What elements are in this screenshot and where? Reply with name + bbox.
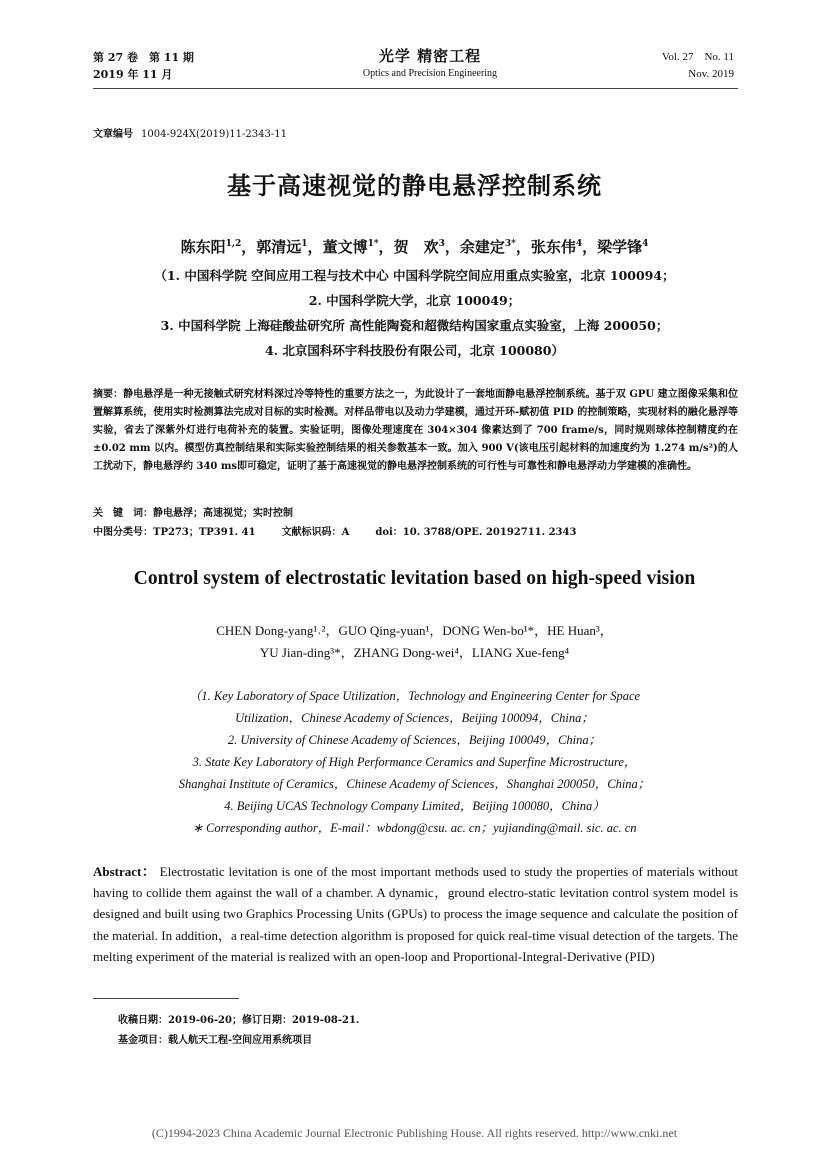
header-volume-en-block	[662, 49, 734, 83]
article-number-value: 1004-924X(2019)11-2343-11	[141, 129, 287, 140]
footnote-funding-label: 基金项目：	[118, 1035, 168, 1046]
copyright-notice: (C)1994-2023 China Academic Journal Electronic Publishing House. All rights reserved. http://www.cnki.net	[151, 1126, 678, 1140]
author-cn-name: 董文博	[322, 238, 368, 256]
abstract-cn-label: 摘要：	[93, 389, 124, 400]
header-volume-issue-en: Vol. 27 No. 11	[661, 51, 734, 63]
footnote-received	[118, 1011, 359, 1026]
affiliation-en-4: 4. Beijing UCAS Technology Company Limited，Beijing 100080，China）	[224, 799, 605, 813]
abstract-en-text: Electrostatic levitation is one of the most important methods used to study the properties of materials without having to collide them against the wall of a chamber. A dynamic，ground electro-static levitation control system model is designed and built using two Graphics Processing Units (GPUs) to process the image sequence and calculate the position of the material. In addition，a real-time detection algorithm is proposed for quick real-time visual detection of the targets. The melting experiment of the material is realized with an open-loop and Proportional-Integral-Derivative (PID)	[93, 864, 738, 964]
affiliation-cn-4: 4. 北京国科环宇科技股份有限公司，北京 100080）	[265, 343, 564, 358]
authors-cn	[0, 236, 829, 257]
authors-en-line-1: CHEN Dong-yang¹˒²，GUO Qing-yuan¹，DONG Wen-bo¹*，HE Huan³，	[216, 623, 613, 638]
journal-name-block	[300, 45, 560, 79]
footnote-funding-text: 载人航天工程-空间应用系统项目	[168, 1035, 313, 1046]
doc-code-label: 文献标识码：	[281, 527, 342, 538]
author-cn-separator: ，	[515, 238, 531, 256]
keywords-cn	[93, 505, 738, 523]
header-date-en: Nov. 2019	[688, 68, 734, 80]
author-cn-separator: ，	[444, 238, 460, 256]
affiliation-cn-3: 3. 中国科学院 上海硅酸盐研究所 高性能陶瓷和超微结构国家重点实验室，上海 200050；	[160, 318, 669, 333]
affiliation-en-2: 2. University of Chinese Academy of Sciences，Beijing 100049，China；	[227, 733, 602, 747]
affiliation-en-3-cont: Shanghai Institute of Ceramics，Chinese Academy of Sciences，Shanghai 200050，China；	[178, 777, 651, 791]
article-number-label: 文章编号	[93, 129, 133, 140]
author-cn-separator: ，	[307, 238, 323, 256]
doi-value[interactable]: 10. 3788/OPE. 20192711. 2343	[402, 527, 577, 538]
authors-en-line-2: YU Jian-ding³*，ZHANG Dong-wei⁴，LIANG Xue-feng⁴	[259, 645, 570, 660]
doc-code-value: A	[341, 527, 350, 538]
author-cn-name: 贺 欢	[393, 238, 439, 256]
title-cn: 基于高速视觉的静电悬浮控制系统	[227, 171, 602, 200]
author-cn-name: 郭清远	[256, 238, 302, 256]
author-cn-name: 张东伟	[530, 238, 576, 256]
classification-line	[93, 524, 738, 542]
clc-label: 中图分类号：	[93, 527, 153, 538]
clc-value: TP273；TP391. 41	[153, 527, 256, 538]
title-en: Control system of electrostatic levitation based on high-speed vision	[133, 568, 696, 589]
author-cn-affiliation-mark: 1,2	[225, 239, 242, 249]
affiliation-cn-1: （1. 中国科学院 空间应用工程与技术中心 中国科学院空间应用重点实验室，北京 100094；	[154, 268, 675, 283]
author-cn-name: 梁学锋	[597, 238, 643, 256]
affiliation-en-1-cont: Utilization，Chinese Academy of Sciences，Beijing 100094，China；	[235, 711, 594, 725]
footnote-funding	[118, 1031, 312, 1046]
affiliation-en-3: 3. State Key Laboratory of High Performance Ceramics and Superfine Microstructure，	[192, 755, 637, 769]
author-cn-name: 余建定	[459, 238, 505, 256]
header-volume-block	[93, 49, 194, 83]
journal-name-en: Optics and Precision Engineering	[362, 68, 498, 79]
author-cn-separator: ，	[582, 238, 598, 256]
author-cn-affiliation-mark: 4	[575, 239, 583, 249]
author-cn-affiliation-mark: 4	[642, 239, 649, 249]
author-cn-name: 陈东阳	[180, 238, 226, 256]
abstract-cn-text: 静电悬浮是一种无接触式研究材料深过冷等特性的重要方法之一，为此设计了一套地面静电悬浮控制系统。基于双 GPU 建立图像采集和位置解算系统，使用实时检测算法完成对目标的实时检测。对样品带电以及动力学建模，通过开环-赋初值 PID 的控制策略，实现材料的融化悬浮等实验，省去了深紫外灯进行电荷补充的装置。实验证明，图像处理速度在 304×304 像素达到了 700 frame/s，同时规则球体控制精度约在±0.02 mm 以内。模型仿真控制结果和实际实验控制结果的相关参数基本一致。加入 900 V(该电压引起材料的加速度约为 1.274 m/s²)的人工扰动下，静电悬浮约 340 ms即可稳定，证明了基于高速视觉的静电悬浮控制系统的可行性与可靠性和静电悬浮动力学建模的准确性。	[93, 389, 739, 472]
doi-label: doi：	[375, 527, 403, 538]
footnote-received-text: 2019-06-20；修订日期：2019-08-21.	[168, 1015, 360, 1026]
author-cn-affiliation-mark: 1*	[367, 239, 379, 249]
header-date-cn: 2019 年 11 月	[93, 68, 173, 81]
header-volume-issue-cn: 第 27 卷 第 11 期	[93, 51, 194, 64]
article-number	[93, 125, 287, 140]
abstract-en	[93, 861, 738, 967]
author-cn-affiliation-mark: 3	[438, 239, 445, 249]
keywords-cn-label: 关 键 词：	[93, 508, 153, 519]
author-cn-separator: ，	[378, 238, 394, 256]
abstract-en-label: Abstract：	[93, 864, 156, 879]
abstract-cn	[93, 386, 738, 476]
header-divider	[93, 88, 738, 89]
corresponding-author: ∗ Corresponding author，E-mail：wbdong@csu. ac. cn；yujianding@mail. sic. ac. cn	[192, 821, 637, 835]
affiliation-cn-2: 2. 中国科学院大学，北京 100049；	[308, 293, 521, 308]
author-cn-affiliation-mark: 1	[301, 239, 308, 249]
footnote-received-label: 收稿日期：	[118, 1015, 168, 1026]
affiliation-en-1: （1. Key Laboratory of Space Utilization，Technology and Engineering Center for Space	[188, 689, 641, 703]
author-cn-separator: ，	[241, 238, 257, 256]
footnote-divider	[93, 998, 239, 999]
author-cn-affiliation-mark: 3*	[504, 239, 516, 249]
keywords-cn-text: 静电悬浮；高速视觉；实时控制	[153, 508, 293, 519]
journal-name-cn: 光学 精密工程	[378, 47, 482, 65]
